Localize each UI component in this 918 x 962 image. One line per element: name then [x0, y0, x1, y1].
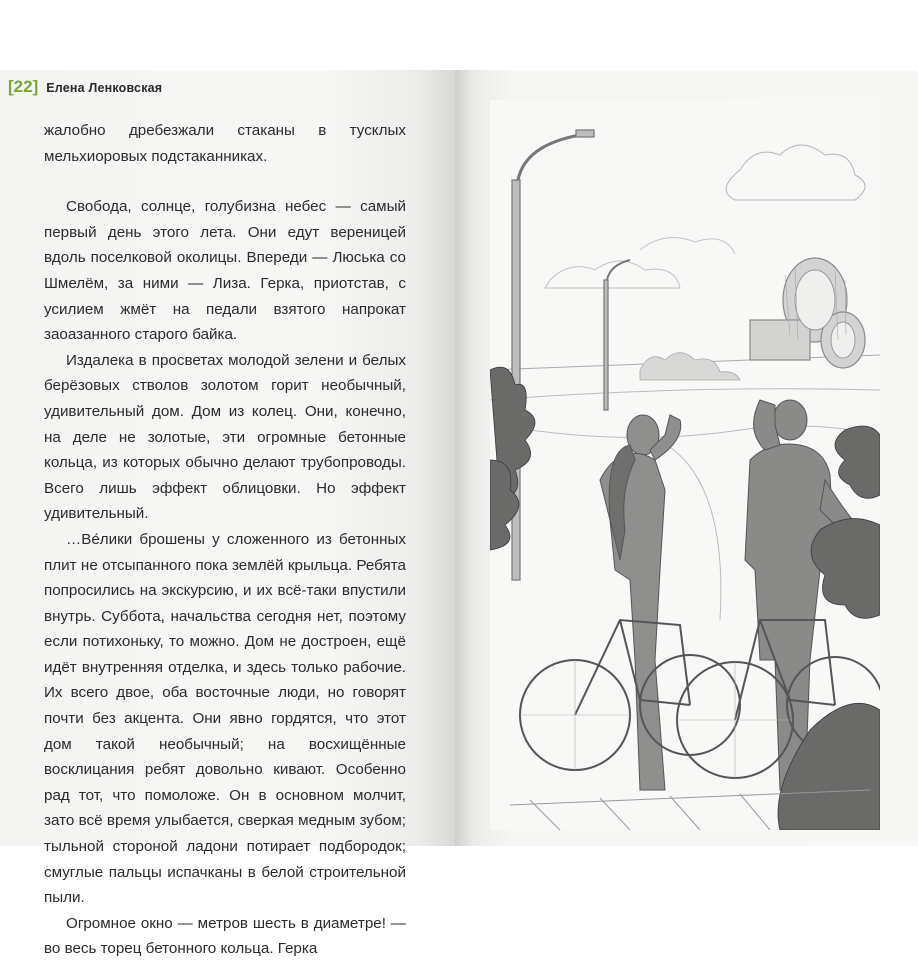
right-page — [455, 70, 918, 846]
paragraph: Огромное окно — метров шесть в диаметре! — во весь торец бетонного кольца. Герка — [44, 914, 406, 958]
illustration — [490, 100, 880, 830]
body-text — [44, 118, 406, 962]
left-page — [0, 70, 455, 958]
author-name: Елена Ленковская — [46, 81, 163, 95]
paragraph: …Ве́лики брошены у сложенного из бетонных плит не отсыпанного пока землёй крыльца. Ребята попросились на экскурсию, и их всё-таки впустили внутрь. Суббота, начальства сегодня нет, поэтому если потихоньку, то можно. Дом не достроен, ещё идёт внутренняя отделка, и здесь только рабочие. Их всего двое, оба восточные люди, но говорят почти без акцента. Они явно гордятся, что этот дом такой необычный; на восхищённые восклицания ребят довольно кивают. Особенно рад тот, что помоложе. Он в основном молчит, зато всё время улыбается, сверкая медным зубом; тыльной стороной ладони потирает подбородок; смуглые пальцы испачканы в белой строительной пыли. — [44, 530, 406, 907]
running-header — [8, 77, 162, 97]
page-number: [22] — [8, 77, 39, 96]
paragraph: жалобно дребезжали стаканы в тусклых мельхиоровых подстаканниках. — [44, 122, 406, 165]
paragraph: Издалека в просветах молодой зелени и белых берёзовых стволов золотом горит необычный, удивительный дом. Дом из колец. Они, конечно, на деле не золотые, эти огромные бетонные кольца, из которых обычно делают трубопроводы. Всего лишь эффект облицовки. Но эффект удивительный. — [44, 351, 406, 523]
paragraph: Свобода, солнце, голубизна небес — самый первый день этого лета. Они едут вереницей вдоль поселковой околицы. Впереди — Люська со Шмелём, за ними — Лиза. Герка, приотстав, с усилием жмёт на педали взятого напрокат заоазанного старого байка. — [44, 198, 406, 344]
book-spread — [0, 70, 918, 958]
